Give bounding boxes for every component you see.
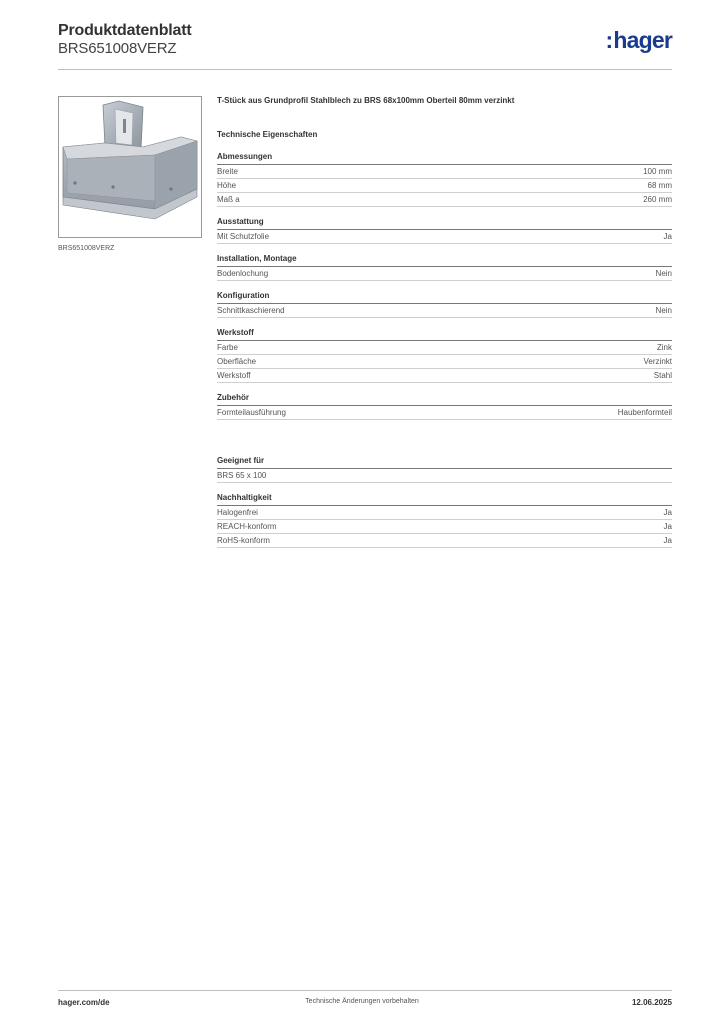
spec-row [217, 165, 672, 179]
spec-label: Höhe [217, 181, 237, 190]
spec-label: Farbe [217, 343, 238, 352]
spec-row [217, 469, 672, 483]
footer-disclaimer: Technische Änderungen vorbehalten [305, 998, 419, 1005]
footer-divider [58, 990, 672, 991]
group-title: Geeignet für [217, 456, 672, 469]
page-header [58, 20, 672, 70]
header-divider [58, 69, 672, 70]
group-ausstattung [217, 217, 672, 244]
hager-logo: :hager [605, 27, 672, 53]
group-werkstoff [217, 328, 672, 383]
group-abmessungen [217, 152, 672, 207]
group-title: Nachhaltigkeit [217, 493, 672, 506]
spec-label: Halogenfrei [217, 508, 258, 517]
article-number: BRS651008VERZ [58, 40, 177, 57]
spec-value: Verzinkt [643, 357, 672, 366]
product-image [58, 96, 202, 238]
spec-value: Haubenformteil [617, 408, 672, 417]
spec-row [217, 267, 672, 281]
spec-value: 260 mm [643, 195, 672, 204]
t-piece-illustration [59, 97, 201, 237]
group-nachhaltigkeit [217, 493, 672, 548]
spec-value: 68 mm [647, 181, 672, 190]
spec-value: Zink [656, 343, 672, 352]
footer-date: 12.06.2025 [631, 998, 672, 1007]
spec-value: 100 mm [643, 167, 672, 176]
spec-label: Maß a [217, 195, 240, 204]
document-title: Produktdatenblatt [58, 22, 192, 39]
spec-label: Schnittkaschierend [217, 306, 285, 315]
group-zubehoer [217, 393, 672, 420]
spec-row [217, 534, 672, 548]
spec-row [217, 355, 672, 369]
spec-row [217, 506, 672, 520]
spec-value: Stahl [653, 371, 672, 380]
logo-text: hager [613, 27, 672, 53]
spec-content [217, 96, 672, 558]
group-title: Konfiguration [217, 291, 672, 304]
spec-value: Ja [663, 536, 672, 545]
group-geeignet-fuer [217, 456, 672, 483]
spec-value: Ja [663, 232, 672, 241]
spec-row [217, 341, 672, 355]
image-caption: BRS651008VERZ [58, 245, 115, 252]
group-title: Werkstoff [217, 328, 672, 341]
spec-value: Nein [655, 306, 672, 315]
spec-row [217, 304, 672, 318]
spec-row [217, 520, 672, 534]
spec-row [217, 406, 672, 420]
spec-row [217, 230, 672, 244]
spec-row [217, 179, 672, 193]
spec-row [217, 369, 672, 383]
group-title: Ausstattung [217, 217, 672, 230]
spec-value: Ja [663, 522, 672, 531]
spec-label: REACH-konform [217, 522, 277, 531]
spec-label: Mit Schutzfolie [217, 232, 270, 241]
group-title: Zubehör [217, 393, 672, 406]
product-description: T-Stück aus Grundprofil Stahlblech zu BRS 68x100mm Oberteil 80mm verzinkt [217, 96, 515, 105]
group-installation [217, 254, 672, 281]
group-title: Abmessungen [217, 152, 672, 165]
section-heading: Technische Eigenschaften [217, 130, 318, 139]
spec-label: Formteilausführung [217, 408, 286, 417]
spec-label: BRS 65 x 100 [217, 471, 267, 480]
spec-label: Oberfläche [217, 357, 257, 366]
spec-row [217, 193, 672, 207]
spec-label: Bodenlochung [217, 269, 269, 278]
spec-value: Nein [655, 269, 672, 278]
spec-label: Werkstoff [217, 371, 251, 380]
group-konfiguration [217, 291, 672, 318]
footer-website-link[interactable]: hager.com/de [58, 998, 110, 1007]
spec-value: Ja [663, 508, 672, 517]
spec-label: RoHS-konform [217, 536, 270, 545]
spec-label: Breite [217, 167, 238, 176]
group-title: Installation, Montage [217, 254, 672, 267]
